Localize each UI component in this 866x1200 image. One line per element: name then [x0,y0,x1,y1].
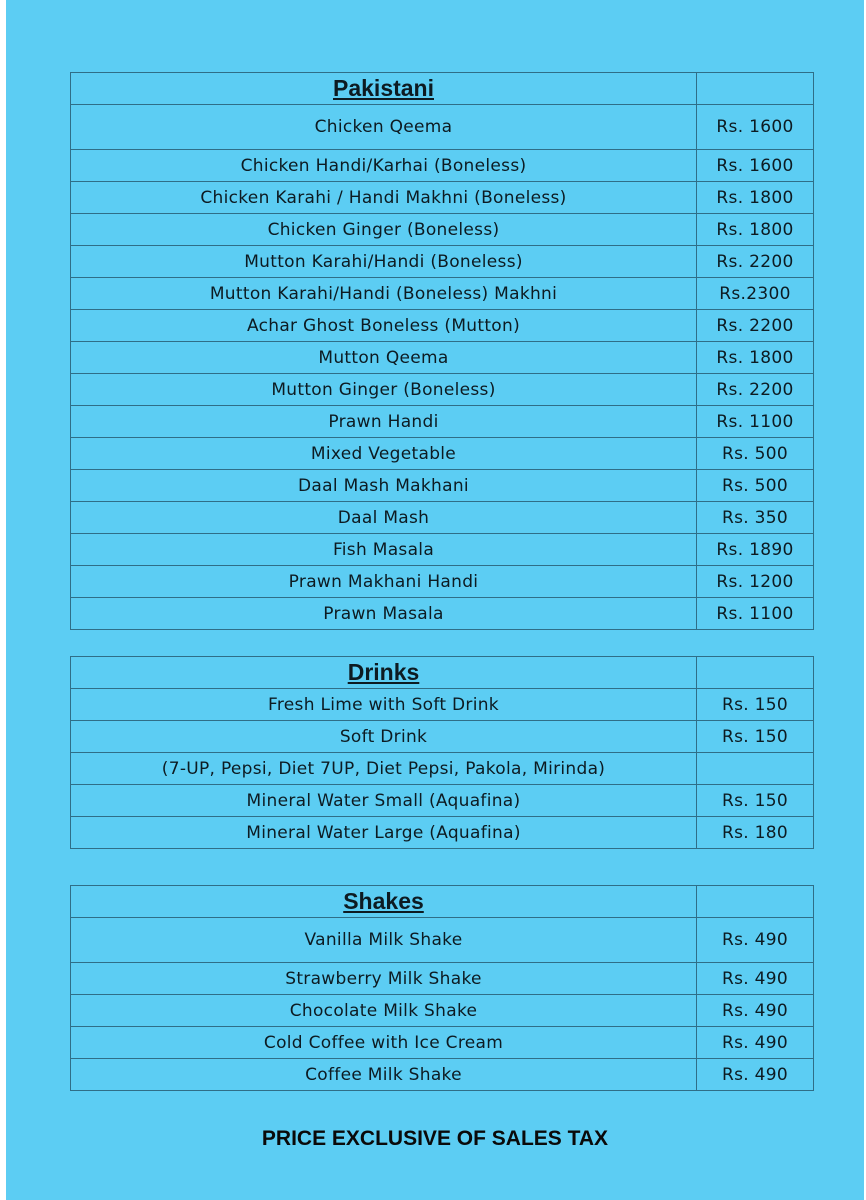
drinks-menu-table [70,656,814,849]
item-name: Prawn Makhani Handi [71,566,697,598]
item-name: Chicken Ginger (Boneless) [71,214,697,246]
item-name: Cold Coffee with Ice Cream [71,1027,697,1059]
table-row [71,105,814,150]
item-price: Rs. 500 [697,470,814,502]
item-price: Rs.2300 [697,278,814,310]
item-name: Mutton Karahi/Handi (Boneless) Makhni [71,278,697,310]
section-title-shakes: Shakes [71,886,697,918]
table-row [71,310,814,342]
table-row [71,566,814,598]
item-name: Chicken Karahi / Handi Makhni (Boneless) [71,182,697,214]
item-name: Vanilla Milk Shake [71,918,697,963]
item-price: Rs. 1600 [697,105,814,150]
table-row [71,342,814,374]
table-row [71,1027,814,1059]
item-price: Rs. 1800 [697,182,814,214]
item-price: Rs. 1890 [697,534,814,566]
item-price: Rs. 490 [697,995,814,1027]
item-price [697,753,814,785]
item-price: Rs. 150 [697,721,814,753]
item-price: Rs. 1600 [697,150,814,182]
item-name: Daal Mash Makhani [71,470,697,502]
item-price: Rs. 490 [697,1059,814,1091]
item-name: Achar Ghost Boneless (Mutton) [71,310,697,342]
table-row [71,817,814,849]
item-name: Mutton Ginger (Boneless) [71,374,697,406]
table-row [71,406,814,438]
menu-page [6,0,864,1200]
item-price: Rs. 2200 [697,246,814,278]
table-header-row [71,657,814,689]
table-row [71,182,814,214]
table-row [71,470,814,502]
item-name: Strawberry Milk Shake [71,963,697,995]
item-name: Coffee Milk Shake [71,1059,697,1091]
item-price: Rs. 2200 [697,310,814,342]
item-name: Chocolate Milk Shake [71,995,697,1027]
item-name: Fresh Lime with Soft Drink [71,689,697,721]
item-price: Rs. 1800 [697,214,814,246]
table-row [71,721,814,753]
header-price-cell [697,886,814,918]
table-row [71,598,814,630]
section-title-drinks: Drinks [71,657,697,689]
item-name: Daal Mash [71,502,697,534]
shakes-menu-table [70,885,814,1091]
item-name: Mineral Water Large (Aquafina) [71,817,697,849]
table-row [71,278,814,310]
item-price: Rs. 1200 [697,566,814,598]
item-name: Mineral Water Small (Aquafina) [71,785,697,817]
item-price: Rs. 490 [697,918,814,963]
section-title-pakistani: Pakistani [71,73,697,105]
table-row [71,689,814,721]
item-name: Chicken Qeema [71,105,697,150]
table-row [71,534,814,566]
item-price: Rs. 180 [697,817,814,849]
table-row [71,995,814,1027]
item-price: Rs. 490 [697,963,814,995]
item-price: Rs. 2200 [697,374,814,406]
item-price: Rs. 150 [697,785,814,817]
item-name: Mutton Qeema [71,342,697,374]
item-price: Rs. 1800 [697,342,814,374]
item-name: Chicken Handi/Karhai (Boneless) [71,150,697,182]
table-row [71,502,814,534]
item-name: Mixed Vegetable [71,438,697,470]
header-price-cell [697,657,814,689]
table-row [71,753,814,785]
item-price: Rs. 500 [697,438,814,470]
item-name: Soft Drink [71,721,697,753]
table-row [71,438,814,470]
table-row [71,374,814,406]
item-name: (7-UP, Pepsi, Diet 7UP, Diet Pepsi, Pakola, Mirinda) [71,753,697,785]
table-row [71,150,814,182]
header-price-cell [697,73,814,105]
table-row [71,918,814,963]
item-price: Rs. 490 [697,1027,814,1059]
sales-tax-note: PRICE EXCLUSIVE OF SALES TAX [261,1127,609,1150]
table-header-row [71,886,814,918]
item-name: Prawn Masala [71,598,697,630]
table-row [71,214,814,246]
item-price: Rs. 150 [697,689,814,721]
table-row [71,1059,814,1091]
table-row [71,785,814,817]
table-header-row [71,73,814,105]
item-price: Rs. 1100 [697,406,814,438]
item-name: Mutton Karahi/Handi (Boneless) [71,246,697,278]
item-name: Prawn Handi [71,406,697,438]
item-name: Fish Masala [71,534,697,566]
item-price: Rs. 350 [697,502,814,534]
item-price: Rs. 1100 [697,598,814,630]
table-row [71,246,814,278]
pakistani-menu-table [70,72,814,630]
table-row [71,963,814,995]
